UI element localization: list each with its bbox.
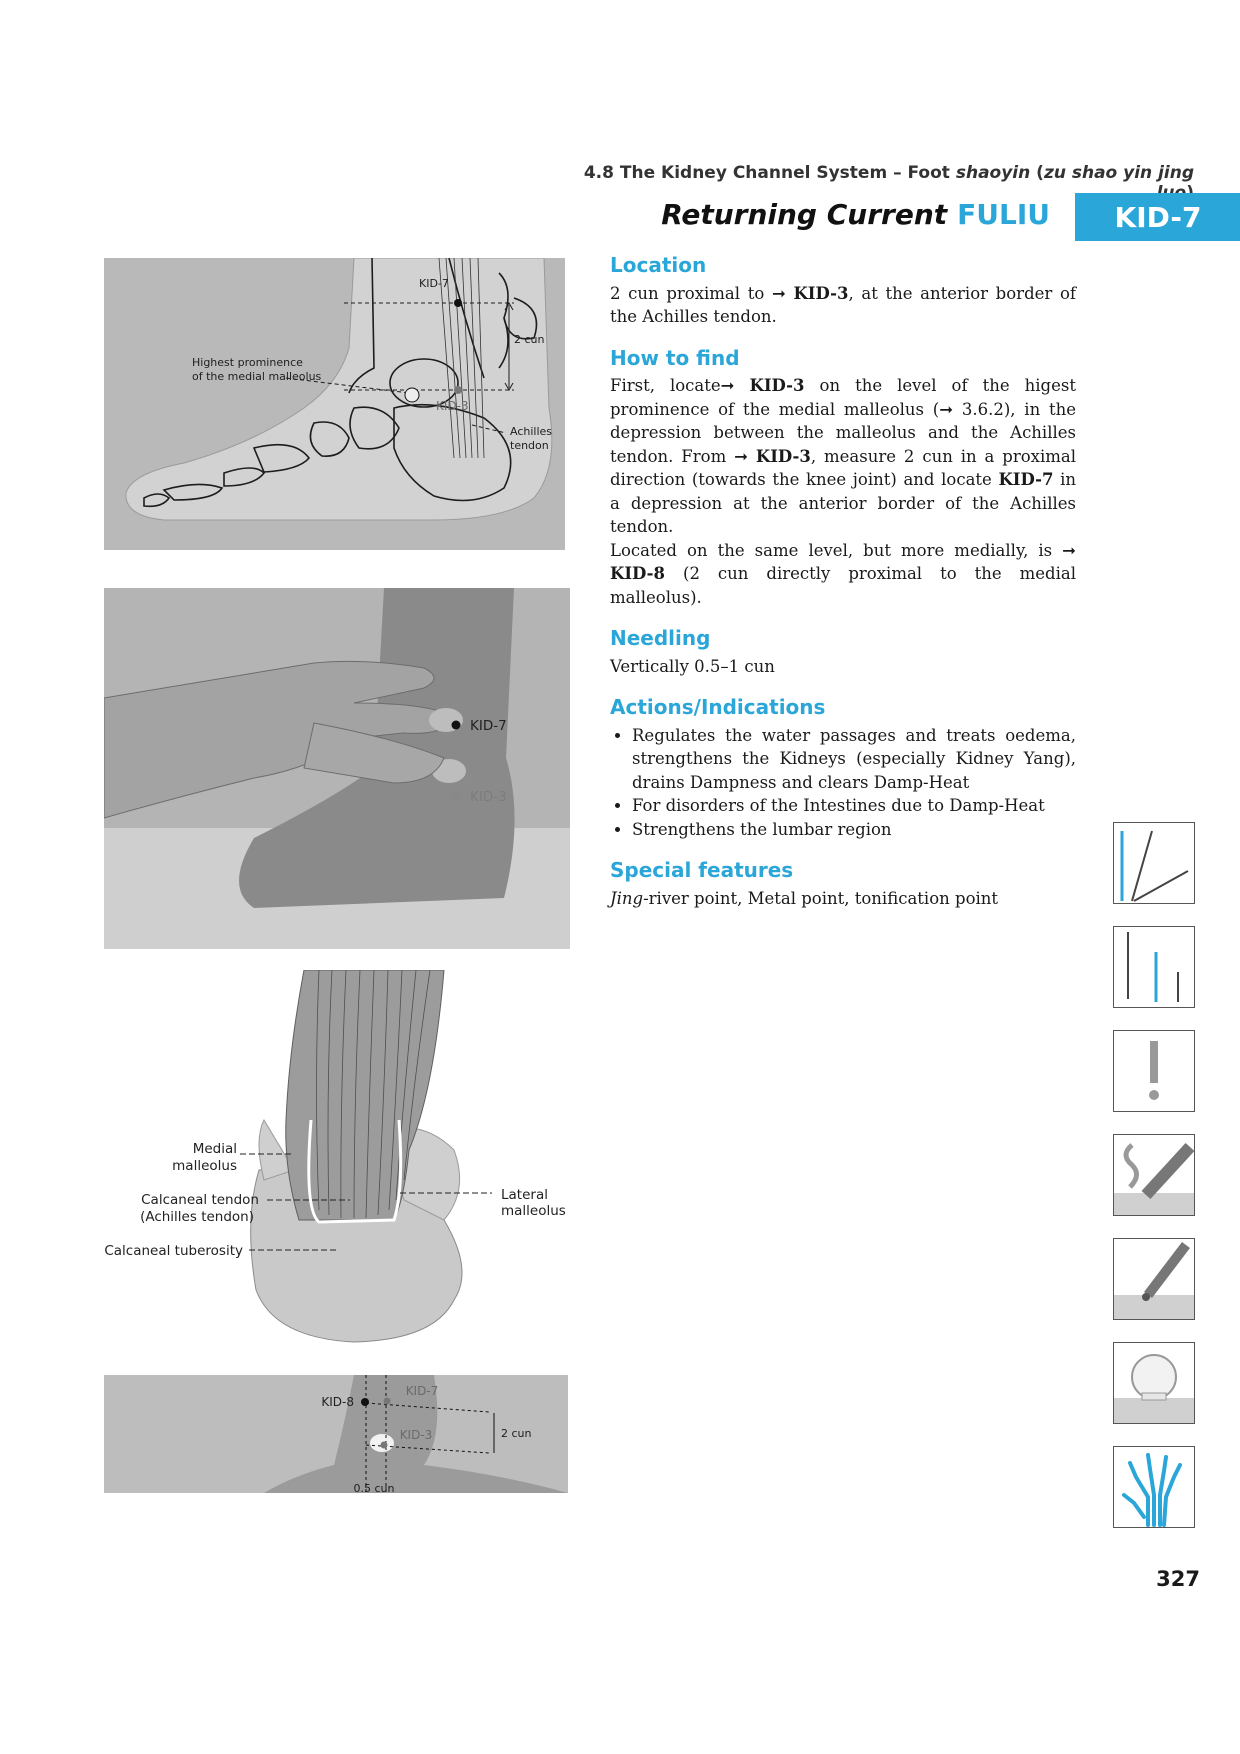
figure-kid8-photo — [104, 1375, 568, 1493]
point-title — [560, 198, 1050, 231]
section-heading: Actions/Indications — [610, 695, 826, 719]
label-achilles-2: tendon — [510, 439, 549, 452]
list-item: • Strengthens the lumbar region — [632, 818, 1076, 842]
hand-skeleton-icon — [1113, 1446, 1195, 1528]
label-kid7: KID-7 — [419, 277, 449, 290]
special-features-text: Jing-river point, Metal point, tonification point — [610, 888, 999, 908]
figure-anatomy-posterior — [104, 970, 570, 1348]
needling-text: Vertically 0.5–1 cun — [610, 656, 775, 676]
label-lateral-1: Lateral — [501, 1187, 548, 1203]
label-2cun: 2 cun — [501, 1427, 532, 1440]
list-item: • For disorders of the Intestines due to Damp-Heat — [632, 794, 1076, 818]
label-half-cun: 0.5 cun — [353, 1482, 395, 1493]
caution-icon — [1113, 1030, 1195, 1112]
title-pinyin: FULIU — [957, 198, 1050, 231]
how-to-find-text: First, locate➞ KID-3 on the level of the higest prominence of the medial malleolus (➞ 3.6.2), in the depression between the malleolus and the Achilles tendon. From ➞ KID-3, measure 2 cun in a proximal direction (towards the knee joint) and locate KID-7 in a depression at the anterior border of the Achilles tendon. — [610, 376, 1077, 536]
section-heading: Special features — [610, 858, 794, 882]
section-needling — [610, 627, 1076, 678]
point-code-badge: KID-7 — [1075, 193, 1240, 241]
label-medial-2: malleolus — [172, 1158, 237, 1174]
label-prominence-2: of the medial malleolus — [192, 370, 322, 383]
malleolus-marker — [405, 388, 419, 402]
section-heading: Location — [610, 253, 707, 277]
location-text: 2 cun proximal to ➞ KID-3, at the anterior border of the Achilles tendon. — [610, 283, 1076, 326]
point-marker-kid3 — [454, 386, 462, 394]
label-kid3: KID-3 — [399, 1428, 433, 1442]
section-actions — [610, 696, 1076, 841]
point-marker-kid7 — [384, 1398, 391, 1405]
label-kid7: KID-7 — [405, 1384, 439, 1398]
needle-angles-icon — [1113, 822, 1195, 904]
point-marker-kid3 — [452, 792, 460, 800]
list-item: • Regulates the water passages and treats oedema, strengthens the Kidneys (especially Kidney Yang), drains Dampness and clears Damp-Heat — [632, 724, 1076, 795]
point-marker-kid7 — [454, 299, 462, 307]
section-heading: Needling — [610, 626, 711, 650]
how-to-find-text-2: Located on the same level, but more medially, is ➞ KID-8 (2 cun directly proximal to the medial malleolus). — [610, 540, 1076, 607]
section-location — [610, 254, 1076, 329]
moxibustion-icon — [1113, 1134, 1195, 1216]
label-tuberosity: Calcaneal tuberosity — [104, 1243, 243, 1259]
label-kid8: KID-8 — [321, 1395, 354, 1409]
page-number: 327 — [1156, 1567, 1200, 1591]
label-lateral-2: malleolus — [501, 1203, 566, 1219]
bleeding-icon — [1113, 1238, 1195, 1320]
label-calcaneal-1: Calcaneal tendon — [141, 1192, 259, 1208]
label-kid3: KID-3 — [470, 789, 507, 805]
section-heading: How to find — [610, 345, 740, 370]
label-prominence-1: Highest prominence — [192, 356, 303, 369]
section-special-features — [610, 859, 1076, 910]
label-kid3: KID-3 — [436, 399, 469, 413]
label-achilles-1: Achilles — [510, 425, 553, 438]
actions-list — [610, 724, 1076, 842]
label-2cun: 2 cun — [514, 333, 545, 346]
label-medial-1: Medial — [192, 1141, 237, 1157]
point-marker-kid8 — [361, 1398, 369, 1406]
running-head: 4.8 The Kidney Channel System – Foot shaoyin (zu shao yin jing — [583, 163, 1194, 183]
label-calcaneal-2: (Achilles tendon) — [140, 1209, 254, 1225]
point-marker-kid7 — [452, 721, 461, 730]
figure-foot-skeleton — [104, 258, 565, 550]
section-how-to-find — [610, 347, 1076, 610]
label-kid7: KID-7 — [470, 718, 507, 734]
figure-palpation-photo — [104, 588, 570, 949]
point-marker-kid3 — [381, 1442, 388, 1449]
text-column — [610, 254, 1076, 928]
title-english: Returning Current — [661, 198, 948, 231]
needle-types-icon — [1113, 926, 1195, 1008]
cupping-icon — [1113, 1342, 1195, 1424]
